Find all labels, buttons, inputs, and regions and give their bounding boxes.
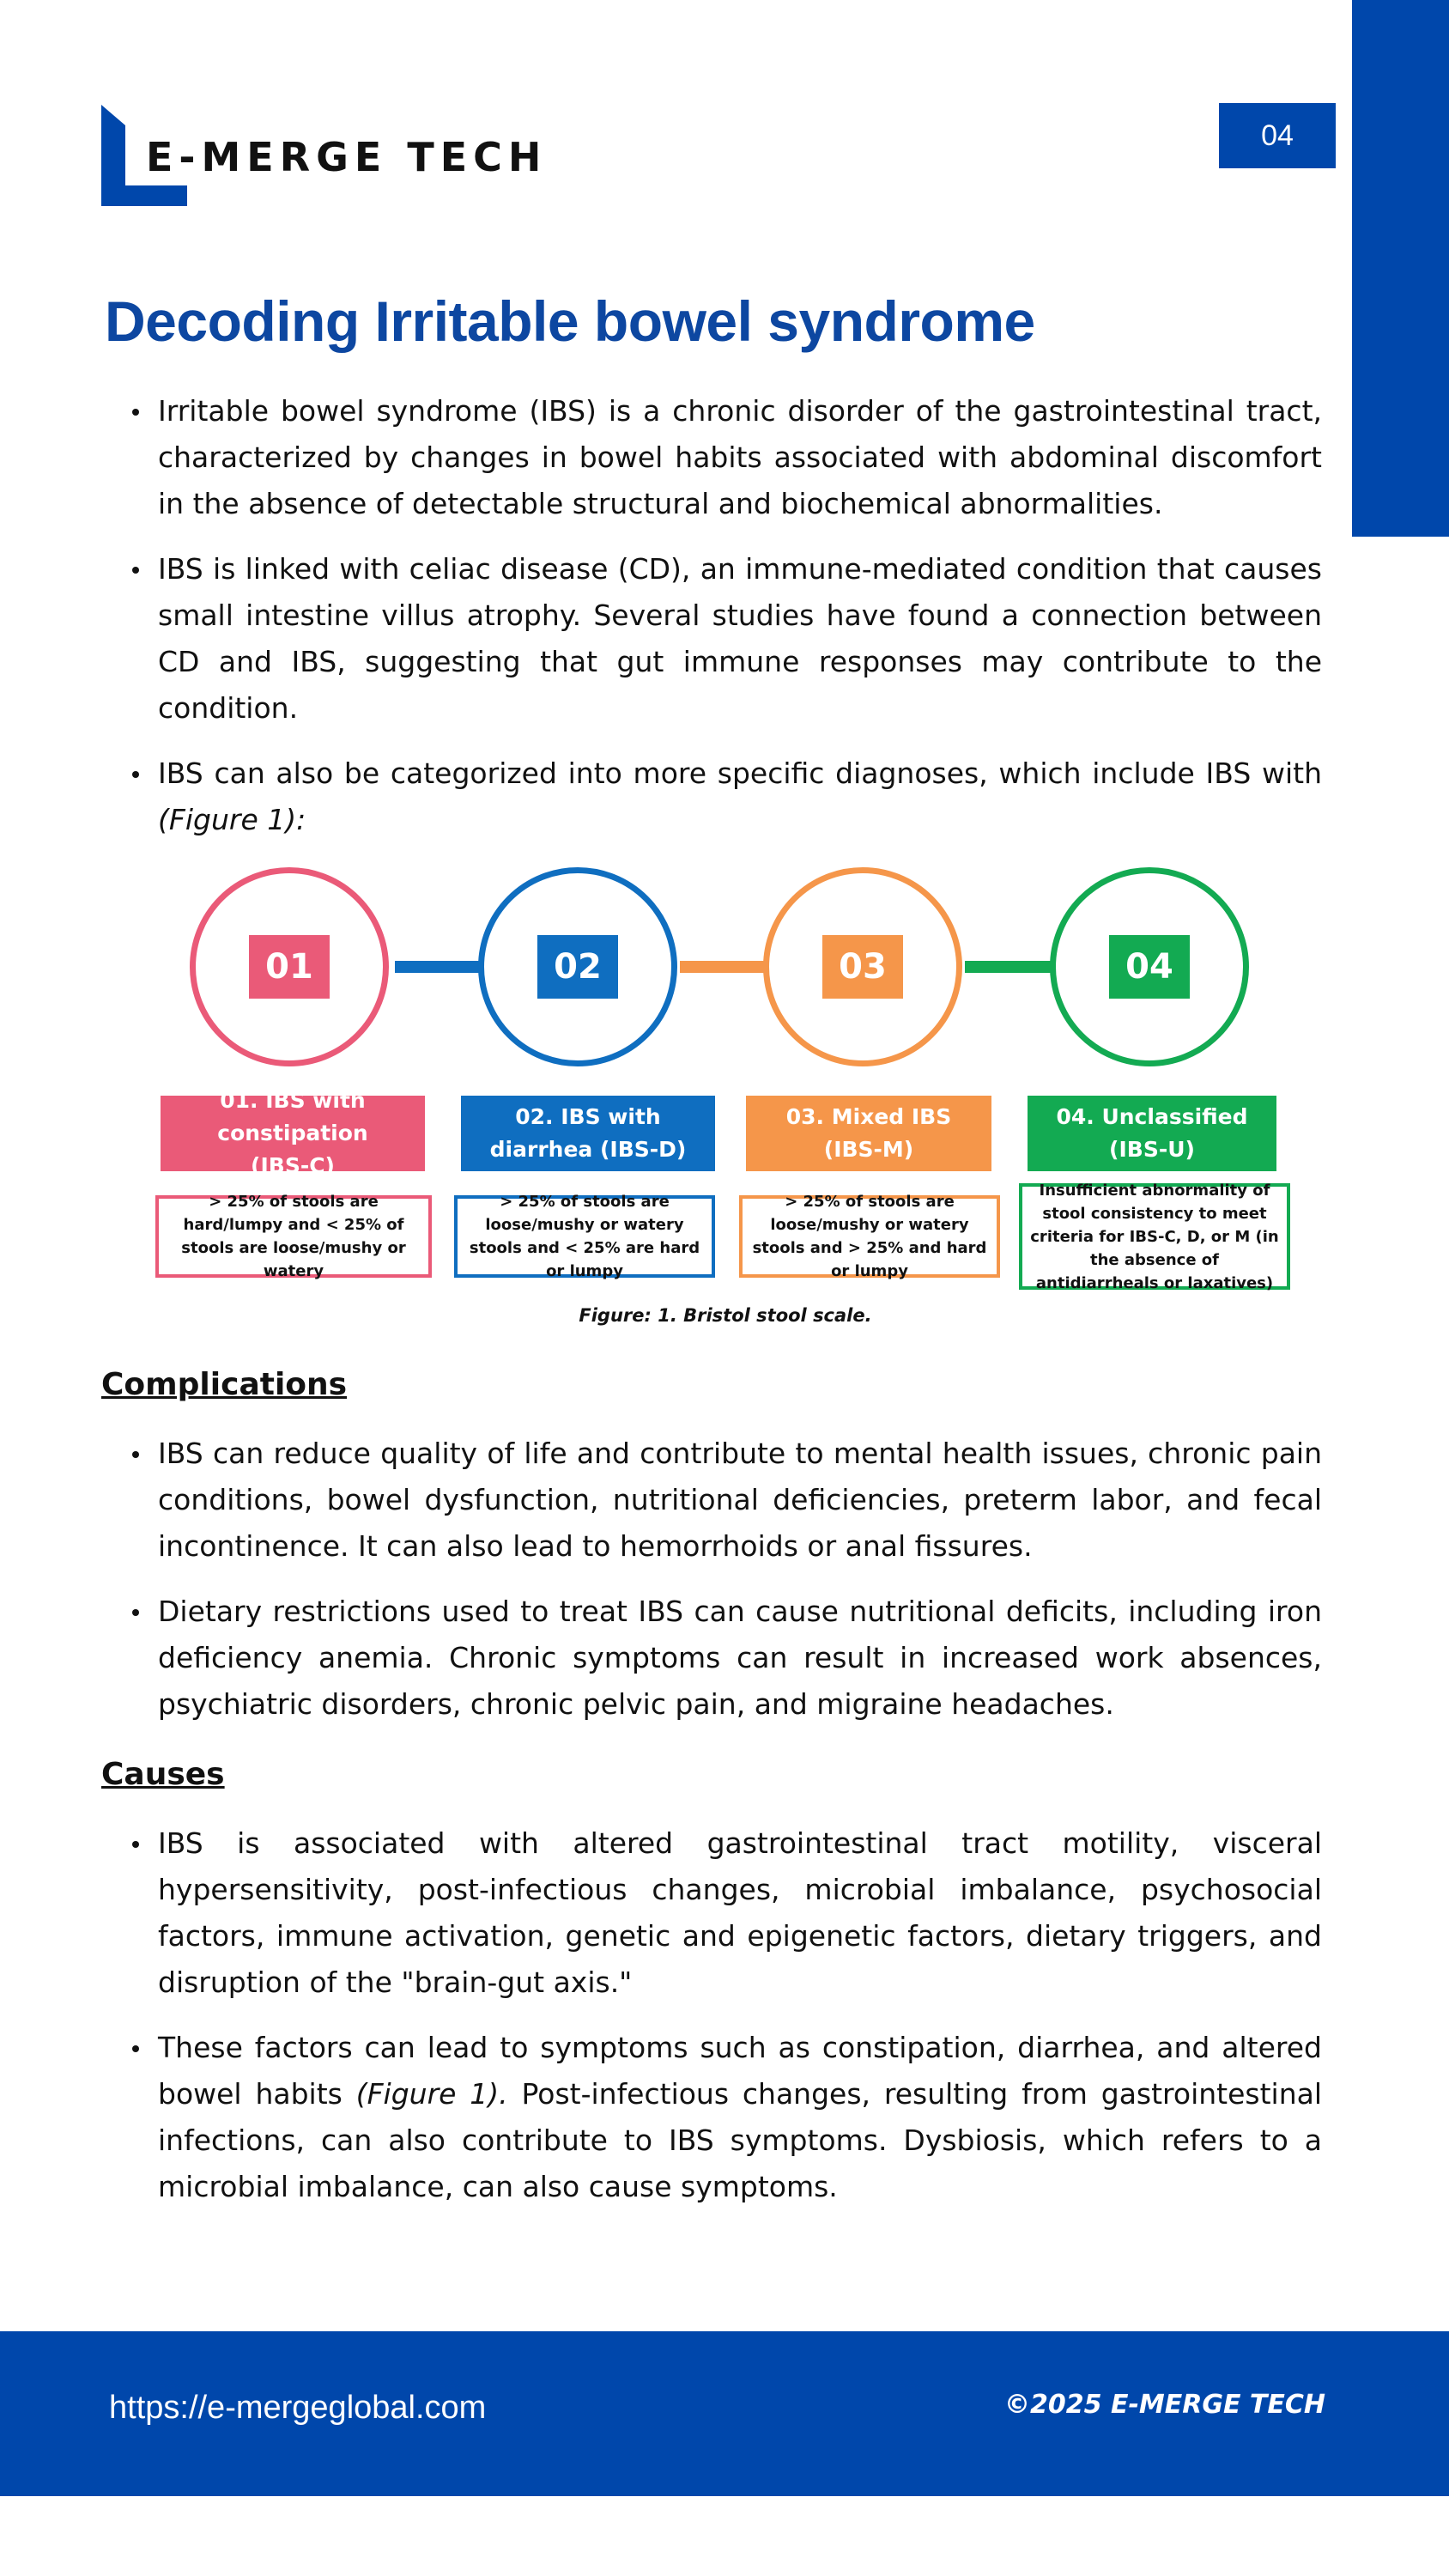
complications-section — [101, 1431, 1322, 1747]
category-description: > 25% of stools are loose/mushy or watery stools and < 25% are hard or lumpy — [454, 1195, 715, 1278]
step-number: 01 — [249, 935, 330, 999]
page-number-badge: 04 — [1219, 103, 1336, 168]
side-accent-bar — [1352, 0, 1449, 537]
figure-reference: (Figure 1). — [355, 2077, 508, 2111]
intro-section — [101, 388, 1322, 862]
connector-2-3 — [680, 961, 774, 973]
connector-1-2 — [395, 961, 489, 973]
complications-bullet-1: IBS can reduce quality of life and contribute to mental health issues, chronic pain conditions, bowel dysfunction, nutritional deficiencies, preterm labor, and fecal incontinence. It can also lead to hemorrhoids or anal fissures. — [101, 1431, 1322, 1570]
step-circle — [763, 867, 962, 1066]
intro-bullet-2: IBS is linked with celiac disease (CD), an immune-mediated condition that causes small intestine villus atrophy. Several studies have found a connection between CD and IBS, suggesting that gut immune responses may contribute to the condition. — [101, 546, 1322, 732]
category-label: 01. IBS with constipation (IBS-C) — [161, 1096, 425, 1171]
step-number: 02 — [537, 935, 618, 999]
complications-bullet-2: Dietary restrictions used to treat IBS can cause nutritional deficits, including iron deficiency anemia. Chronic symptoms can result in increased work absences, psychiatric disorders, chronic pelvic pain, and migraine headaches. — [101, 1589, 1322, 1728]
page-title: Decoding Irritable bowel syndrome — [105, 289, 1035, 353]
category-description: > 25% of stools are hard/lumpy and < 25% of stools are loose/mushy or watery — [155, 1195, 432, 1278]
causes-bullet-2 — [101, 2025, 1322, 2210]
causes-bullet-1: IBS is associated with altered gastrointestinal tract motility, visceral hypersensitivity, post-infectious changes, microbial imbalance, psychosocial factors, immune activation, genetic and epigenetic factors, dietary triggers, and disruption of the "brain-gut axis." — [101, 1820, 1322, 2006]
ibs-types-figure — [150, 850, 1300, 1331]
category-description: > 25% of stools are loose/mushy or watery stools and > 25% and hard or lumpy — [739, 1195, 1000, 1278]
figure-reference: (Figure 1): — [158, 803, 306, 836]
causes-bullet-2-pre: These factors can lead to symptoms such as constipation, diarrhea, and altered bowel habits — [158, 2031, 1322, 2111]
figure-caption: Figure: 1. Bristol stool scale. — [579, 1305, 872, 1326]
category-label: 04. Unclassified (IBS-U) — [1028, 1096, 1276, 1171]
step-number: 04 — [1109, 935, 1190, 999]
causes-heading: Causes — [101, 1757, 225, 1792]
category-description: Insufficient abnormality of stool consistency to meet criteria for IBS-C, D, or M (in the absence of antidiarrheals or laxatives) — [1019, 1183, 1290, 1290]
footer — [0, 2331, 1449, 2496]
brand-logo[interactable] — [101, 105, 582, 210]
brand-name: E-MERGE TECH — [146, 134, 548, 180]
step-circle — [478, 867, 677, 1066]
website-link[interactable]: https://e-mergeglobal.com — [109, 2390, 487, 2426]
category-label: 03. Mixed IBS (IBS-M) — [746, 1096, 991, 1171]
step-circle — [1050, 867, 1249, 1066]
intro-bullet-1: Irritable bowel syndrome (IBS) is a chronic disorder of the gastrointestinal tract, characterized by changes in bowel habits associated with abdominal discomfort in the absence of detectable structural and biochemical abnormalities. — [101, 388, 1322, 527]
causes-bullet-2-post: Post-infectious changes, resulting from gastrointestinal infections, can also contribute to IBS symptoms. Dysbiosis, which refers to a microbial imbalance, can also cause symptoms. — [158, 2077, 1323, 2203]
step-number: 03 — [822, 935, 903, 999]
complications-heading: Complications — [101, 1367, 348, 1402]
step-circle — [190, 867, 389, 1066]
category-label: 02. IBS with diarrhea (IBS-D) — [461, 1096, 715, 1171]
intro-bullet-3-text: IBS can also be categorized into more specific diagnoses, which include IBS with — [158, 756, 1322, 790]
connector-3-4 — [965, 961, 1059, 973]
intro-bullet-3 — [101, 750, 1322, 843]
causes-section — [101, 1820, 1322, 2229]
copyright-text: ©2025 E-MERGE TECH — [1004, 2390, 1325, 2420]
